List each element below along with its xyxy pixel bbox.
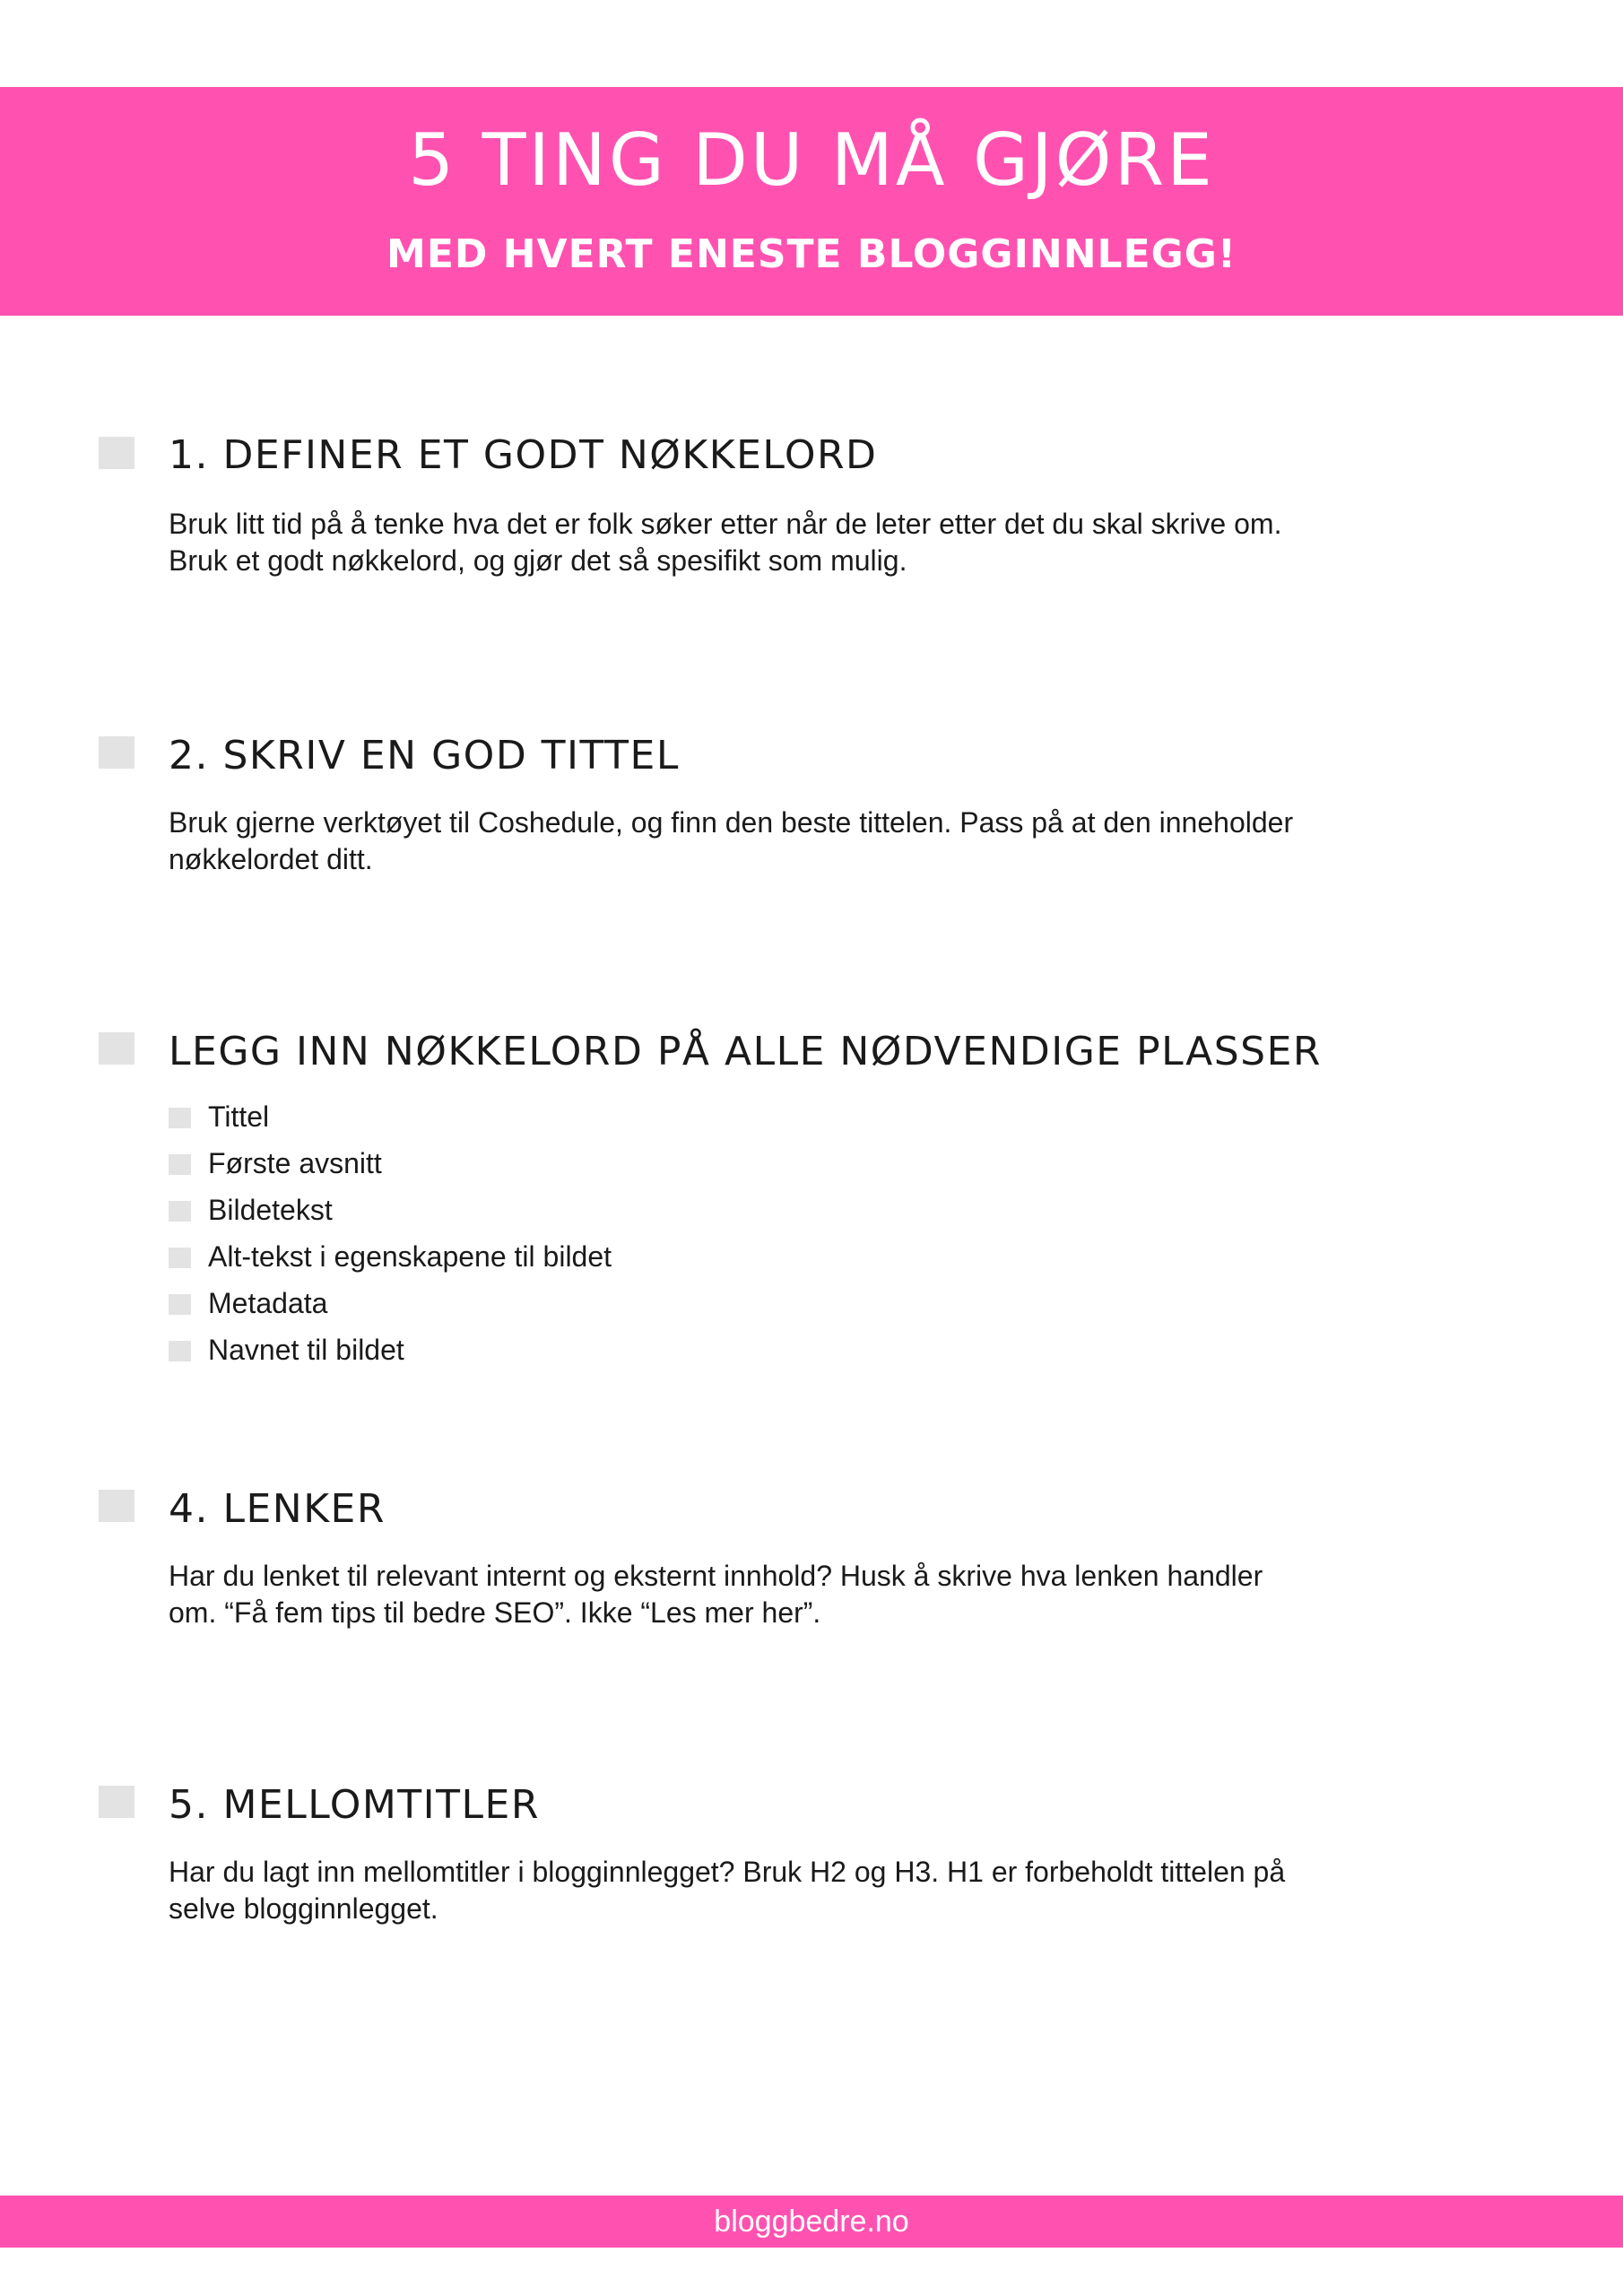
- section-body: Bruk gjerne verktøyet til Coshedule, og finn den beste tittelen. Pass på at den inneholder nøkkelordet ditt.: [169, 806, 1294, 875]
- checkbox-item[interactable]: [169, 1108, 191, 1128]
- footer-bar: [0, 2196, 1623, 2248]
- list-item-label: Tittel: [208, 1100, 270, 1133]
- section-heading: 5. MELLOMTITLER: [169, 1782, 540, 1828]
- header-banner: [0, 87, 1623, 316]
- list-item-label: Navnet til bildet: [208, 1334, 404, 1366]
- checkbox-item[interactable]: [169, 1201, 191, 1222]
- checkbox-item[interactable]: [169, 1248, 191, 1268]
- section-body: Har du lagt inn mellomtitler i blogginnlegget? Bruk H2 og H3. H1 er forbeholdt tittelen på selve blogginnlegget.: [169, 1856, 1286, 1925]
- page-title: 5 TING DU MÅ GJØRE: [408, 118, 1215, 202]
- section-body: Bruk litt tid på å tenke hva det er folk søker etter når de leter etter det du skal skrive om. Bruk et godt nøkkelord, og gjør det så spesifikt som mulig.: [169, 508, 1282, 577]
- footer-website: bloggbedre.no: [714, 2205, 909, 2239]
- list-item-label: Bildetekst: [208, 1194, 333, 1226]
- list-item-label: Første avsnitt: [208, 1147, 382, 1179]
- checkbox-subheadings[interactable]: [99, 1786, 135, 1818]
- list-item-label: Metadata: [208, 1287, 328, 1319]
- checkbox-title[interactable]: [99, 736, 135, 769]
- section-heading: 1. DEFINER ET GODT NØKKELORD: [169, 432, 878, 478]
- checkbox-item[interactable]: [169, 1341, 191, 1361]
- section-heading: 2. SKRIV EN GOD TITTEL: [169, 733, 680, 778]
- list-item-label: Alt-tekst i egenskapene til bildet: [208, 1240, 612, 1273]
- page-subtitle: MED HVERT ENESTE BLOGGINNLEGG!: [386, 231, 1237, 277]
- checkbox-links[interactable]: [99, 1490, 135, 1522]
- section-heading: LEGG INN NØKKELORD PÅ ALLE NØDVENDIGE PLASSER: [169, 1029, 1322, 1074]
- checkbox-keyword[interactable]: [99, 437, 135, 469]
- section-body: Har du lenket til relevant internt og eksternt innhold? Husk å skrive hva lenken handler om. “Få fem tips til bedre SEO”. Ikke “Les mer her”.: [169, 1560, 1263, 1629]
- checkbox-keyword-placement[interactable]: [99, 1032, 135, 1065]
- checkbox-item[interactable]: [169, 1294, 191, 1315]
- checkbox-item[interactable]: [169, 1154, 191, 1175]
- section-heading: 4. LENKER: [169, 1486, 386, 1532]
